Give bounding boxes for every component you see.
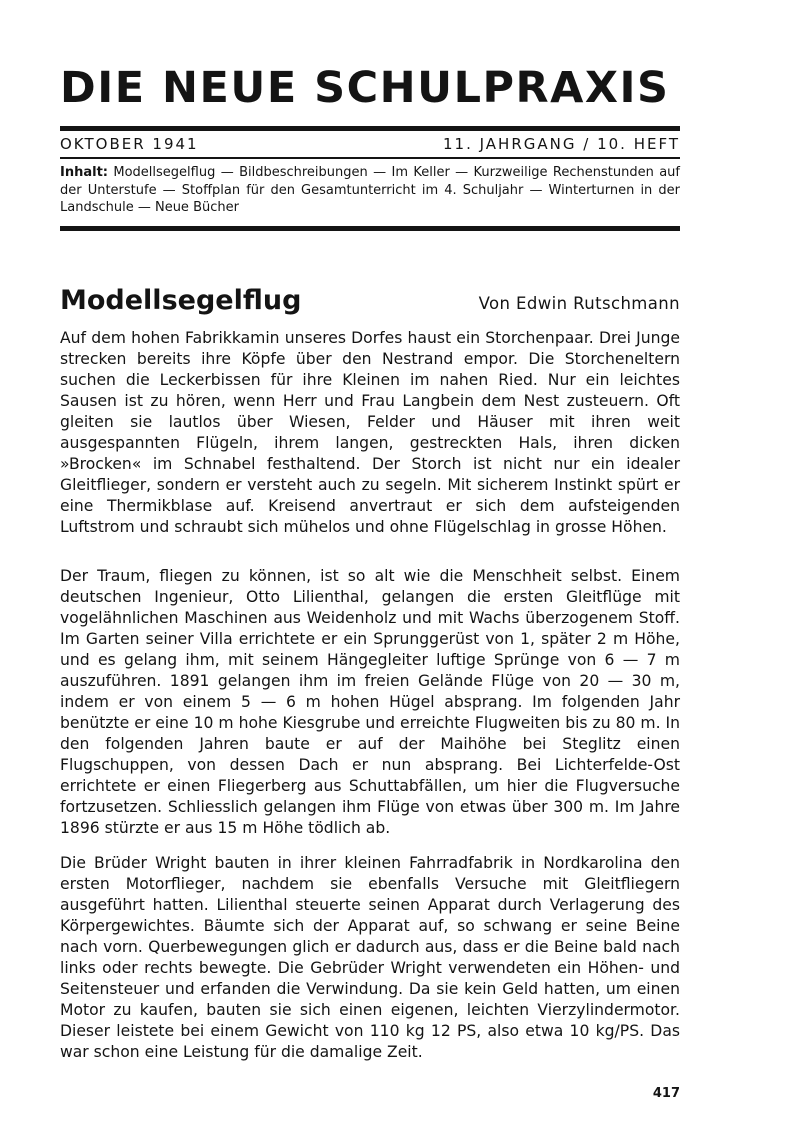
masthead-rule-top (60, 126, 680, 131)
journal-title: DIE NEUE SCHULPRAXIS (60, 63, 670, 113)
paragraph-text: Auf dem hohen Fabrikkamin unseres Dorfes haust ein Storchenpaar. Drei Junge strecken bereits ihre Köpfe über den Nestrand empor. Die Storcheneltern suchen die Leckerbissen für ihre Kleinen im nahen Ried. Nur ein leichtes Sausen ist zu hören, wenn Herr und Frau Langbein dem Nest zusteuern. Oft gleiten sie lautlos über Wiesen, Felder und Häuser mit ihren weit ausgespannten Flügeln, ihrem langen, gestreckten Hals, ihren dicken »Brocken« im Schnabel festhaltend. Der Storch ist nicht nur ein idealer Gleitflieger, sondern er versteht auch zu segeln. Mit sicherem Instinkt spürt er eine Thermikblase auf. Kreisend anvertraut er sich dem aufsteigenden Luftstrom und schraubt sich mühelos und ohne Flügelschlag in grosse Höhen. (60, 329, 680, 536)
toc-text: Modellsegelflug — Bildbeschreibungen — Im Keller — Kurzweilige Rechenstunden auf der Unterstufe — Stoffplan für den Gesamtunterricht im 4. Schuljahr — Winterturnen in der Landschule — Neue Bücher (60, 165, 680, 215)
journal-page (60, 0, 680, 1133)
issue-line (60, 134, 680, 154)
article-title: Modellsegelflug (60, 285, 302, 316)
page-number: 417 (652, 1086, 680, 1101)
article-author: Von Edwin Rutschmann (478, 294, 680, 313)
toc-label: Inhalt: (60, 165, 108, 180)
article-paragraph-3 (60, 853, 680, 1063)
article-header (60, 284, 680, 318)
issue-date: OKTOBER 1941 (60, 135, 199, 153)
article-paragraph-1 (60, 328, 680, 538)
article-paragraph-2 (60, 566, 680, 839)
paragraph-text: Der Traum, fliegen zu können, ist so alt wie die Menschheit selbst. Einem deutschen Ingenieur, Otto Lilienthal, gelangen die ersten Gleitflüge mit vogelähnlichen Maschinen aus Weidenholz und mit Wachs überzogenem Stoff. Im Garten seiner Villa errichtete er ein Sprunggerüst von 1, später 2 m Höhe, und es gelang ihm, mit seinem Hängegleiter luftige Sprünge von 6 — 7 m auszuführen. 1891 gelangen ihm im freien Gelände Flüge von 20 — 30 m, indem er von einem 5 — 6 m hohen Hügel absprang. Im folgenden Jahr benützte er eine 10 m hohe Kiesgrube und erreichte Flugweiten bis zu 80 m. In den folgenden Jahren baute er auf der Maihöhe bei Steglitz einen Flugschuppen, von dessen Dach er nun absprang. Bei Lichterfelde-Ost errichtete er einen Fliegerberg aus Schuttabfällen, um hier die Flugversuche fortzusetzen. Schliesslich gelangen ihm Flüge von etwas über 300 m. Im Jahre 1896 stürzte er aus 15 m Höhe tödlich ab. (60, 567, 680, 837)
toc-rule-bottom (60, 226, 680, 231)
issue-number: 11. JAHRGANG / 10. HEFT (443, 135, 680, 153)
issue-rule (60, 157, 680, 159)
table-of-contents (60, 164, 680, 217)
paragraph-text: Die Brüder Wright bauten in ihrer kleinen Fahrradfabrik in Nordkarolina den ersten Motorflieger, nachdem sie ebenfalls Versuche mit Gleitfliegern ausgeführt hatten. Lilienthal steuerte seinen Apparat durch Verlagerung des Körpergewichtes. Bäumte sich der Apparat auf, so schwang er seine Beine nach vorn. Querbewegungen glich er dadurch aus, dass er die Beine bald nach links oder rechts bewegte. Die Gebrüder Wright verwendeten ein Höhen- und Seitensteuer und erfanden die Verwindung. Da sie kein Geld hatten, um einen Motor zu kaufen, bauten sie sich einen eigenen, leichten Vierzylindermotor. Dieser leistete bei einem Gewicht von 110 kg 12 PS, also etwa 10 kg/PS. Das war schon eine Leistung für die damalige Zeit. (60, 854, 680, 1061)
